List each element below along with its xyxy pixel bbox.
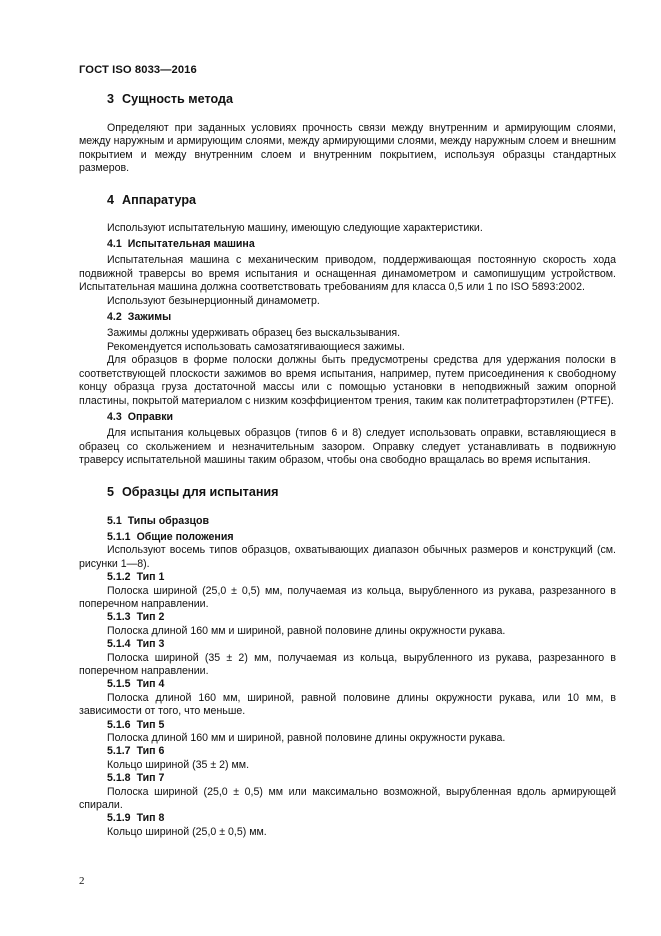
heading-title: Зажимы xyxy=(127,311,172,324)
subsection-heading xyxy=(79,812,616,825)
heading-number: 5.1.6 xyxy=(107,718,131,731)
heading-title: Тип 8 xyxy=(136,812,165,825)
page-number: 2 xyxy=(79,875,85,887)
heading-number: 4.1 xyxy=(107,238,122,251)
paragraph: Для образцов в форме полоски должны быть предусмотрены средства для удержания полоски в соответствующей плоскости зажимов во время испытания, например, путем присоединения к свободному концу образца груза достаточной массы или с помощью установки в неподвижный зажим опорной пластины, покрытой материалом с низким коэффициентом трения, таким как политетрафторэтилен (PTFE). xyxy=(79,354,616,407)
paragraph: Рекомендуется использовать самозатягивающиеся зажимы. xyxy=(107,340,405,353)
heading-number: 5.1 xyxy=(107,514,122,527)
section-heading xyxy=(79,91,616,107)
paragraph: Для испытания кольцевых образцов (типов 6 и 8) следует использовать оправки, вставляющиеся в образец со скольжением и незначительным зазором. Оправку следует устанавливать в подвижную траверсу испытательной машины таким образом, чтобы она свободно вращалась во время испытания. xyxy=(79,427,616,467)
heading-number: 4.2 xyxy=(107,311,122,324)
heading-number: 5.1.3 xyxy=(107,611,131,624)
subsection-heading xyxy=(79,638,616,651)
subsection-heading xyxy=(79,311,616,324)
paragraph: Испытательная машина с механическим приводом, поддерживающая постоянную скорость хода подвижной траверсы во время испытания и оснащенная динамометром и самопишущим устройством. Испытательная машина должна соответствовать требованиям для класса 0,5 или 1 по ISO 5893:2002. xyxy=(79,254,616,294)
heading-number: 3 xyxy=(107,92,115,106)
heading-title: Аппаратура xyxy=(122,192,197,207)
heading-number: 5 xyxy=(107,484,115,499)
subsection-heading xyxy=(79,411,616,424)
heading-title: Сущность метода xyxy=(122,92,233,106)
heading-title: Образцы для испытания xyxy=(122,484,279,499)
heading-number: 5.1.2 xyxy=(107,571,131,584)
heading-number: 5.1.9 xyxy=(107,812,131,825)
subsection-heading xyxy=(79,719,616,732)
paragraph: Полоска шириной (25,0 ± 0,5) мм, получаемая из кольца, вырубленного из рукава, разрезанного в поперечном направлении. xyxy=(79,584,616,610)
paragraph: Полоска длиной 160 мм, шириной, равной половине длины окружности рукава, или 10 мм, в зависимости от того, что меньше. xyxy=(79,691,616,718)
subsection-heading xyxy=(79,772,616,785)
heading-title: Типы образцов xyxy=(127,514,209,527)
paragraph: Используют испытательную машину, имеющую следующие характеристики. xyxy=(107,221,483,234)
subsection-heading xyxy=(79,531,616,544)
heading-title: Тип 4 xyxy=(136,678,165,691)
heading-number: 4.3 xyxy=(107,410,122,423)
paragraph: Используют безынерционный динамометр. xyxy=(107,294,320,307)
paragraph: Кольцо шириной (25,0 ± 0,5) мм. xyxy=(107,825,267,838)
heading-title: Оправки xyxy=(127,410,174,423)
heading-title: Тип 3 xyxy=(136,638,165,651)
heading-number: 5.1.8 xyxy=(107,772,131,785)
paragraph: Полоска длиной 160 мм и шириной, равной половине длины окружности рукава. xyxy=(107,624,506,637)
heading-title: Тип 1 xyxy=(136,571,165,584)
section-heading xyxy=(79,192,616,208)
heading-number: 5.1.7 xyxy=(107,745,131,758)
heading-number: 5.1.5 xyxy=(107,678,131,691)
paragraph: Используют восемь типов образцов, охватывающих диапазон обычных размеров и конструкций (см. рисунки 1—8). xyxy=(79,544,616,570)
paragraph: Полоска длиной 160 мм и шириной, равной половине длины окружности рукава. xyxy=(107,732,506,745)
heading-number: 4 xyxy=(107,192,115,207)
document-header: ГОСТ ISO 8033—2016 xyxy=(79,64,197,76)
heading-title: Тип 2 xyxy=(136,611,165,624)
heading-title: Общие положения xyxy=(136,530,234,543)
subsection-heading xyxy=(79,571,616,584)
paragraph: Полоска шириной (35 ± 2) мм, получаемая из кольца, вырубленного из рукава, разрезанного в поперечном направлении. xyxy=(79,651,616,677)
paragraph: Определяют при заданных условиях прочность связи между внутренним и армирующим слоями, между наружным и армирующим слоями, между армирующими слоями, между наружным слоем и внешним покрытием и между внутренним слоем и внутренним покрытием, используя образцы стандартных размеров. xyxy=(79,122,616,175)
paragraph: Зажимы должны удерживать образец без выскальзывания. xyxy=(107,327,401,340)
heading-title: Тип 6 xyxy=(136,745,165,758)
subsection-heading xyxy=(79,238,616,251)
heading-title: Тип 7 xyxy=(136,772,165,785)
subsection-heading xyxy=(79,745,616,758)
section-heading xyxy=(79,484,616,500)
heading-title: Тип 5 xyxy=(136,718,165,731)
subsection-heading xyxy=(79,678,616,691)
paragraph: Полоска шириной (25,0 ± 0,5) мм или максимально возможной, вырубленная вдоль армирующей спирали. xyxy=(79,785,616,812)
subsection-heading xyxy=(79,611,616,624)
subsection-heading xyxy=(79,515,616,528)
document-body xyxy=(79,91,616,839)
heading-number: 5.1.4 xyxy=(107,638,131,651)
heading-title: Испытательная машина xyxy=(127,238,255,251)
heading-number: 5.1.1 xyxy=(107,530,131,543)
paragraph: Кольцо шириной (35 ± 2) мм. xyxy=(107,758,250,771)
